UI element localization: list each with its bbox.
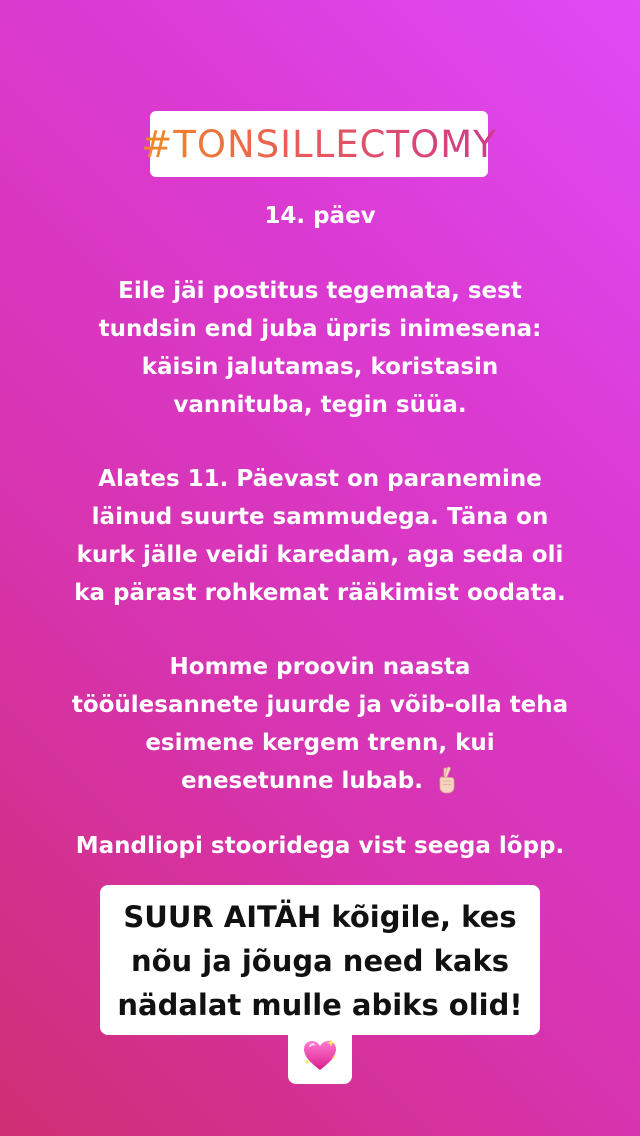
sparkling-heart-icon <box>301 1037 339 1077</box>
day-label: 14. päev <box>264 203 376 229</box>
thanks-text-box[interactable] <box>100 885 540 1035</box>
hashtag-sticker[interactable] <box>141 111 497 177</box>
paragraph1-line3: käisin jalutamas, koristasin <box>141 354 499 380</box>
paragraph1-line4: vannituba, tegin süüa. <box>173 392 467 418</box>
paragraph3-line2: tööülesannete juurde ja võib-olla teha <box>71 692 569 718</box>
paragraph3-line4-text: enesetunne lubab. <box>180 768 423 794</box>
paragraph2-line1: Alates 11. Päevast on paranemine <box>98 466 542 492</box>
paragraph2-line4: ka pärast rohkemat rääkimist oodata. <box>74 580 566 606</box>
thanks-line1: SUUR AITÄH kõigile, kes <box>123 900 517 934</box>
thanks-line2: nõu ja jõuga need kaks <box>130 944 510 978</box>
paragraph3-line4 <box>0 766 640 796</box>
paragraph2-line2: läinud suurte sammudega. Täna on <box>91 504 549 530</box>
paragraph2-line3: kurk jälle veidi karedam, aga seda oli <box>76 542 564 568</box>
thanks-line3: nädalat mulle abiks olid! <box>117 988 523 1022</box>
closing-line: Mandliopi stooridega vist seega lõpp. <box>75 833 565 859</box>
paragraph3-line1: Homme proovin naasta <box>169 654 471 680</box>
paragraph1-line1: Eile jäi postitus tegemata, sest <box>118 278 522 304</box>
hashtag-text: #TONSILLECTOMY <box>141 122 497 166</box>
paragraph1-line2: tundsin end juba üpris inimesena: <box>98 316 542 342</box>
crossed-fingers-icon <box>435 766 459 794</box>
heart-emoji-box <box>288 1030 352 1084</box>
paragraph3-line3: esimene kergem trenn, kui <box>145 730 495 756</box>
